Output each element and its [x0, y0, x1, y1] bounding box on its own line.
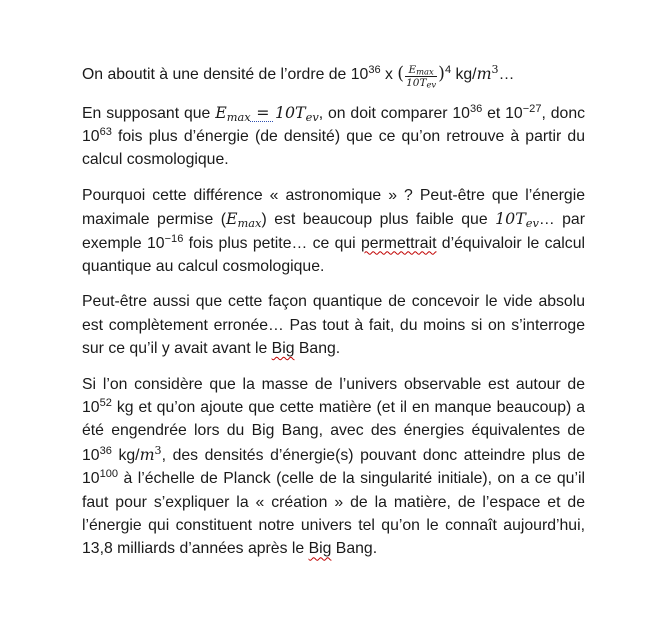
p1-open-paren: (	[397, 64, 405, 84]
p1-unit-m: m	[476, 64, 492, 83]
p5-exp-2: 36	[99, 444, 112, 457]
p3-math-e: E	[225, 209, 238, 229]
p1-text-3: kg/	[451, 66, 477, 83]
p5-text-6: Bang.	[331, 540, 378, 558]
p1-exp-3: 3	[491, 62, 499, 76]
p3-spellcheck-word: permettrait	[360, 234, 437, 252]
paragraph-2	[82, 101, 585, 172]
paragraph-4	[82, 290, 585, 360]
fraction-den-sub: ev	[426, 79, 437, 90]
emax-over-10tev-fraction	[405, 64, 437, 89]
p5-exp-4: 100	[99, 468, 119, 481]
fraction-den-base: 10T	[406, 76, 427, 89]
p5-text-1: Si l’on considère que la masse de l’univers observable est autour de 10	[82, 375, 585, 416]
p5-exp-1: 52	[99, 396, 112, 409]
p3-text-5: d’équivaloir le calcul quantique au calcul cosmologique.	[82, 234, 585, 275]
p3-text-3: … par exemple 10	[82, 211, 585, 252]
p2-math-ev: ev	[305, 109, 319, 124]
p5-spellcheck-word: Big	[308, 540, 332, 558]
p1-text-1: On aboutit à une densité de l’ordre de 10	[82, 66, 369, 83]
p2-text-3: et 10	[482, 104, 523, 122]
p2-text-4: , donc 10	[82, 104, 585, 145]
p5-exp-3: 3	[154, 443, 162, 457]
p4-text-1: Peut-être aussi que cette façon quantique de concevoir le vide absolu est complètement erronée… Pas tout à fait, du moins si on s’interroge sur ce qu’il y avait avant le	[82, 293, 585, 358]
paragraph-5	[82, 373, 585, 561]
p2-text-1: En supposant que	[82, 104, 216, 122]
p5-text-5: à l’échelle de Planck (celle de la singularité initiale), on a ce qu’il faut pour s’expliquer la « création » de la matière, de l’espace et de l’énergie qui constituent notre univers tel qu’on le connaît aujourd’hui, 13,8 milliards d’années après le	[82, 470, 585, 558]
p3-exp-1: −16	[164, 232, 184, 245]
p4-text-2: Bang.	[294, 340, 341, 358]
p1-exp-2: 4	[444, 63, 452, 76]
p4-spellcheck-word: Big	[271, 340, 295, 358]
p3-text-2: ) est beaucoup plus faible que	[261, 211, 496, 229]
p3-text-4: fois plus petite… ce qui	[183, 234, 361, 252]
fraction-num-sub: max	[416, 66, 434, 77]
fraction-numerator	[405, 64, 437, 77]
p1-exp-1: 36	[368, 63, 381, 76]
p2-exp-2: −27	[522, 102, 542, 115]
p5-text-4: , des densités d’énergie(s) pouvant donc atteindre plus de 10	[82, 446, 585, 488]
p2-text-2: , on doit comparer 10	[318, 104, 470, 122]
fraction-num-base: E	[408, 63, 417, 76]
p3-text-1: Pourquoi cette différence « astronomique » ? Peut-être que l’énergie maximale permise (	[82, 186, 585, 229]
p1-text-2: x	[380, 66, 398, 83]
p2-text-5: fois plus d’énergie (de densité) que ce qu’on retrouve à partir du calcul cosmologique.	[82, 127, 585, 169]
fraction-denominator	[405, 77, 437, 89]
paragraph-3	[82, 184, 585, 279]
p5-text-3: kg/	[111, 446, 140, 464]
p2-math-10t: 10T	[274, 102, 306, 122]
p2-math-equals: =	[250, 102, 275, 122]
p2-exp-1: 36	[469, 102, 483, 115]
p1-text-4: …	[498, 66, 515, 83]
p5-text-2: kg et qu’on ajoute que cette matière (et il en manque beaucoup) a été engendrée lors du Big Bang, avec des énergies équivalentes de 10	[82, 398, 585, 464]
p2-math-max: max	[226, 109, 251, 124]
p1-close-paren: )	[438, 64, 445, 84]
document-body	[82, 62, 585, 573]
p2-exp-3: 63	[99, 125, 112, 138]
paragraph-1	[82, 62, 585, 89]
p5-unit-m: m	[139, 444, 155, 464]
p3-math-max: max	[237, 215, 262, 230]
p3-math-ev: ev	[525, 215, 539, 230]
p2-math-e: E	[215, 102, 227, 122]
p3-math-10t: 10T	[495, 209, 526, 229]
